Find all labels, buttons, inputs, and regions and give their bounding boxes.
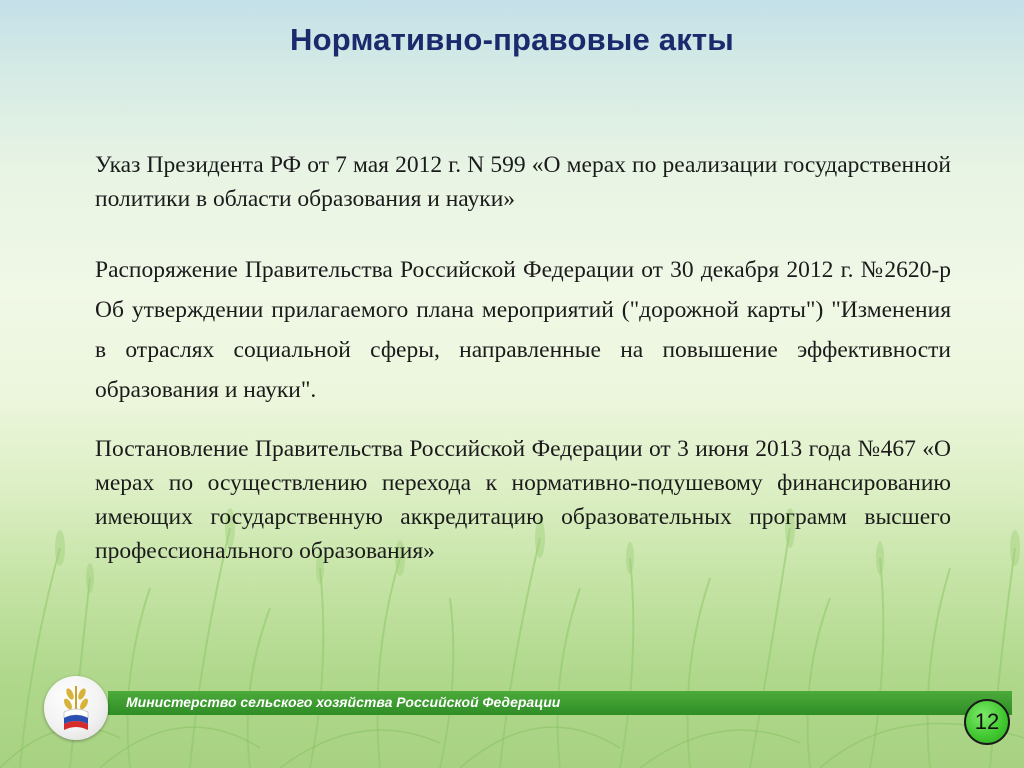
slide-content <box>95 148 951 568</box>
paragraph-resolution: Постановление Правительства Российской Федерации от 3 июня 2013 года №467 «О мерах по осуществлению перехода к нормативно-подушевому финансированию имеющих государственную аккредитацию образовательных программ высшего профессионального образования» <box>95 436 951 564</box>
footer-bar <box>108 691 1012 715</box>
footer-ministry-name: Министерство сельского хозяйства Российской Федерации <box>126 694 561 710</box>
slide-title: Нормативно-правовые акты <box>290 22 734 57</box>
paragraph-decree: Указ Президента РФ от 7 мая 2012 г. N 599 «О мерах по реализации государственной политики в области образования и науки» <box>95 152 951 212</box>
ministry-emblem-icon <box>44 676 108 740</box>
page-number-badge: 12 <box>964 699 1010 745</box>
paragraph-order: Распоряжение Правительства Российской Федерации от 30 декабря 2012 г. №2620-р Об утверждении прилагаемого плана мероприятий ("дорожной карты") "Изменения в отраслях социальной сферы, направленные на повышение эффективности образования и науки". <box>95 257 951 403</box>
